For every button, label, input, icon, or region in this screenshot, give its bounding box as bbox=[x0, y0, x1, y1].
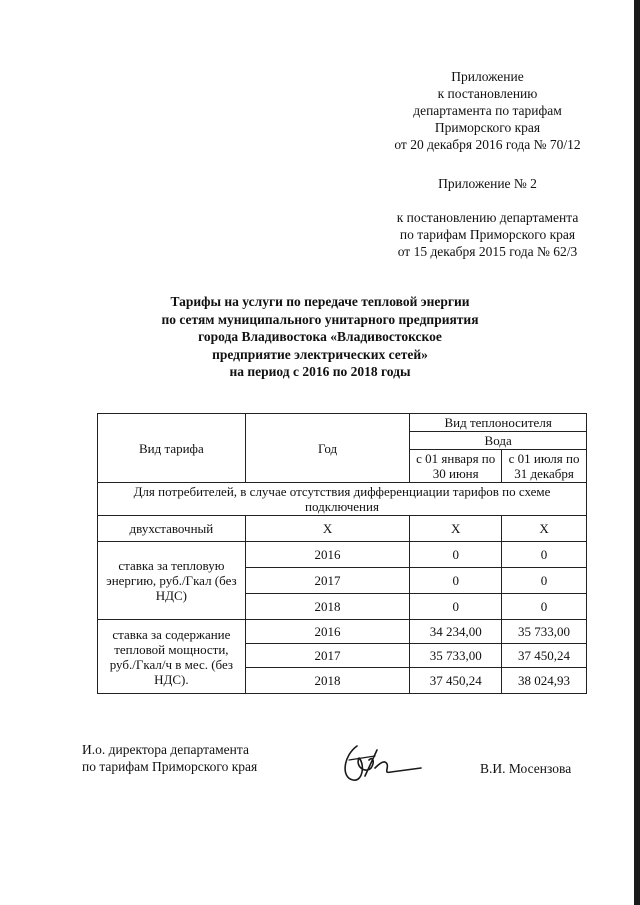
signatory-name: В.И. Мосензова bbox=[480, 761, 572, 776]
table-cell-value: 37 450,24 bbox=[410, 668, 502, 694]
table-cell-year: 2016 bbox=[245, 620, 410, 644]
header-water: Вода bbox=[410, 432, 587, 450]
consumers-row: Для потребителей, в случае отсутствия дифференциации тарифов по схеме подключения bbox=[98, 483, 587, 516]
header-period-1: с 01 января по 30 июня bbox=[410, 450, 502, 483]
two-part-label: двухставочный bbox=[98, 516, 246, 542]
document-title bbox=[130, 293, 510, 381]
attachment2-line: по тарифам Приморского края bbox=[399, 227, 576, 242]
table-cell-value: 35 733,00 bbox=[502, 620, 587, 644]
table-cell-year: 2017 bbox=[245, 644, 410, 668]
attachment2-details bbox=[380, 209, 595, 260]
attachment-line: от 20 декабря 2016 года № 70/12 bbox=[394, 137, 581, 152]
table-cell-value: 0 bbox=[410, 542, 502, 568]
attachment-line: к постановлению bbox=[437, 86, 538, 101]
table-cell-value: 0 bbox=[502, 542, 587, 568]
title-line: города Владивостока «Владивостокское bbox=[198, 329, 442, 344]
two-part-year: Х bbox=[245, 516, 410, 542]
signatory-position-line: И.о. директора департамента bbox=[82, 742, 249, 757]
table-cell-value: 34 234,00 bbox=[410, 620, 502, 644]
header-year: Год bbox=[245, 414, 410, 483]
capacity-rate-label: ставка за содержание тепловой мощности, руб./Гкал/ч в мес. (без НДС). bbox=[98, 620, 246, 694]
header-carrier: Вид теплоносителя bbox=[410, 414, 587, 432]
attachment-header bbox=[380, 68, 595, 153]
attachment2-line: от 15 декабря 2015 года № 62/3 bbox=[397, 244, 578, 259]
attachment2-title: Приложение № 2 bbox=[438, 176, 537, 191]
title-line: Тарифы на услуги по передаче тепловой энергии bbox=[170, 294, 470, 309]
handwritten-signature bbox=[335, 738, 425, 788]
table-cell-year: 2018 bbox=[245, 594, 410, 620]
signatory-position-line: по тарифам Приморского края bbox=[82, 759, 258, 774]
tariff-table bbox=[97, 413, 587, 694]
attachment2-line: к постановлению департамента bbox=[396, 210, 579, 225]
title-line: предприятие электрических сетей» bbox=[212, 346, 428, 362]
two-part-p1: Х bbox=[410, 516, 502, 542]
table-cell-year: 2016 bbox=[245, 542, 410, 568]
page-edge bbox=[634, 0, 640, 905]
header-period-2: с 01 июля по 31 декабря bbox=[502, 450, 587, 483]
table-cell-year: 2018 bbox=[245, 668, 410, 694]
signatory-position bbox=[82, 741, 257, 775]
header-tariff-type: Вид тарифа bbox=[98, 414, 246, 483]
title-line: по сетям муниципального унитарного предприятия bbox=[161, 311, 479, 327]
table-cell-value: 0 bbox=[410, 594, 502, 620]
attachment-line: департамента по тарифам bbox=[413, 103, 562, 118]
table-cell-value: 0 bbox=[502, 594, 587, 620]
title-line: на период с 2016 по 2018 годы bbox=[229, 364, 411, 379]
table-cell-value: 0 bbox=[502, 568, 587, 594]
table-cell-value: 35 733,00 bbox=[410, 644, 502, 668]
table-cell-value: 37 450,24 bbox=[502, 644, 587, 668]
table-cell-value: 38 024,93 bbox=[502, 668, 587, 694]
attachment-line: Приложение bbox=[451, 69, 524, 84]
two-part-p2: Х bbox=[502, 516, 587, 542]
table-cell-value: 0 bbox=[410, 568, 502, 594]
table-cell-year: 2017 bbox=[245, 568, 410, 594]
attachment-line: Приморского края bbox=[434, 120, 541, 135]
energy-rate-label: ставка за тепловую энергию, руб./Гкал (без НДС) bbox=[98, 542, 246, 620]
